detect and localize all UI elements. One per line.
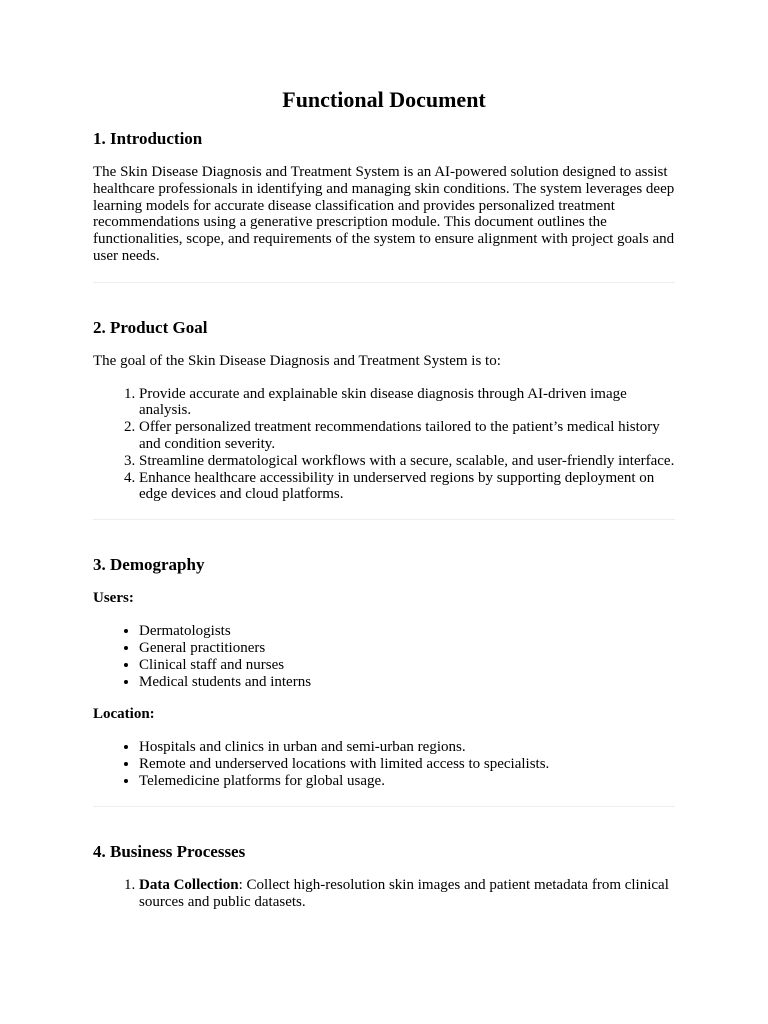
- section-divider: [93, 519, 675, 520]
- list-item: [139, 877, 675, 911]
- product-goal-list: [93, 386, 675, 504]
- list-item: • Medical students and interns: [139, 674, 675, 691]
- list-item: • Clinical staff and nurses: [139, 657, 675, 674]
- introduction-paragraph: The Skin Disease Diagnosis and Treatment System is an AI-powered solution designed to assist healthcare professionals in identifying and managing skin conditions. The system leverages deep learning models for accurate disease classification and provides personalized treatment recommendations using a generative prescription module. This document outlines the functionalities, scope, and requirements of the system to ensure alignment with project goals and user needs.: [93, 164, 675, 264]
- section-heading-introduction: 1. Introduction: [93, 129, 203, 148]
- list-item: 1. Provide accurate and explainable skin disease diagnosis through AI-driven image analysis.: [139, 386, 675, 420]
- list-item: 4. Enhance healthcare accessibility in underserved regions by supporting deployment on edge devices and cloud platforms.: [139, 470, 675, 504]
- users-label: Users:: [93, 590, 134, 607]
- list-item: • General practitioners: [139, 640, 675, 657]
- section-divider: [93, 806, 675, 807]
- list-item: • Hospitals and clinics in urban and semi-urban regions.: [139, 739, 675, 756]
- location-label: Location:: [93, 706, 155, 723]
- section-business-processes: [93, 841, 675, 911]
- business-processes-list: [93, 877, 675, 911]
- section-heading-business-processes: 4. Business Processes: [93, 841, 246, 861]
- locations-list: [93, 739, 675, 789]
- list-item: • Dermatologists: [139, 623, 675, 640]
- section-introduction: [93, 128, 675, 265]
- section-divider: [93, 282, 675, 283]
- list-item: • Telemedicine platforms for global usage.: [139, 773, 675, 790]
- section-heading-product-goal: 2. Product Goal: [93, 317, 208, 337]
- list-item-term: Data Collection: [139, 876, 239, 893]
- list-item: 3. Streamline dermatological workflows with a secure, scalable, and user-friendly interface.: [139, 453, 675, 470]
- list-item: 2. Offer personalized treatment recommendations tailored to the patient’s medical history and condition severity.: [139, 419, 675, 453]
- section-heading-demography: 3. Demography: [93, 555, 205, 575]
- users-list: [93, 623, 675, 690]
- section-demography: [93, 554, 675, 790]
- list-item: • Remote and underserved locations with limited access to specialists.: [139, 756, 675, 773]
- section-product-goal: [93, 317, 675, 503]
- document-title: Functional Document: [282, 87, 486, 112]
- product-goal-intro: The goal of the Skin Disease Diagnosis and Treatment System is to:: [93, 352, 501, 369]
- list-item-text: : Collect high-resolution skin images and patient metadata from clinical sources and public datasets.: [139, 876, 669, 910]
